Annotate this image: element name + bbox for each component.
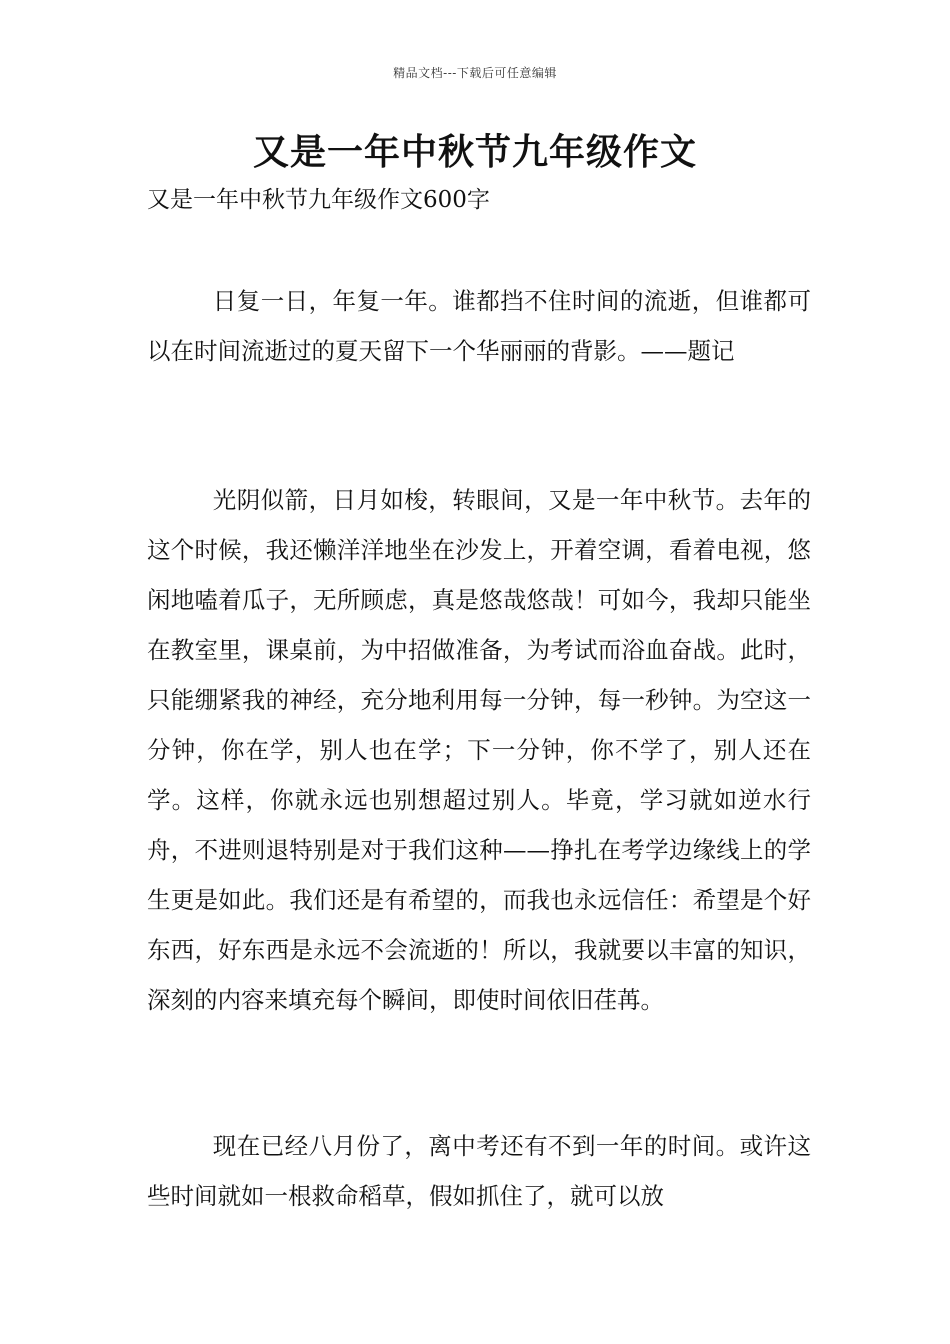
document-title: 又是一年中秋节九年级作文 [252,131,697,173]
paragraph-epigraph: 日复一日，年复一年。谁都挡不住时间的流逝，但谁都可以在时间流逝过的夏天留下一个华丽丽的背影。——题记 [147,287,811,365]
header-note: 精品文档---下载后可任意编辑 [393,66,557,80]
document-subtitle: 又是一年中秋节九年级作文600字 [147,187,490,213]
paragraph-body: 光阴似箭，日月如梭，转眼间，又是一年中秋节。去年的这个时候，我还懒洋洋地坐在沙发上，开着空调，看着电视，悠闲地嗑着瓜子，无所顾虑，真是悠哉悠哉！可如今，我却只能坐在教室里，课桌前，为中招做准备，为考试而浴血奋战。此时，只能绷紧我的神经，充分地利用每一分钟，每一秒钟。为空这一分钟，你在学，别人也在学；下一分钟，你不学了，别人还在学。这样，你就永远也别想超过别人。毕竟，学习就如逆水行舟，不进则退特别是对于我们这种——挣扎在考学边缘线上的学生更是如此。我们还是有希望的，而我也永远信任：希望是个好东西，好东西是永远不会流逝的！所以，我就要以丰富的知识，深刻的内容来填充每个瞬间，即使时间依旧荏苒。 [147,486,811,1014]
paragraph-body: 现在已经八月份了，离中考还有不到一年的时间。或许这些时间就如一根救命稻草，假如抓住了，就可以放 [147,1132,811,1210]
